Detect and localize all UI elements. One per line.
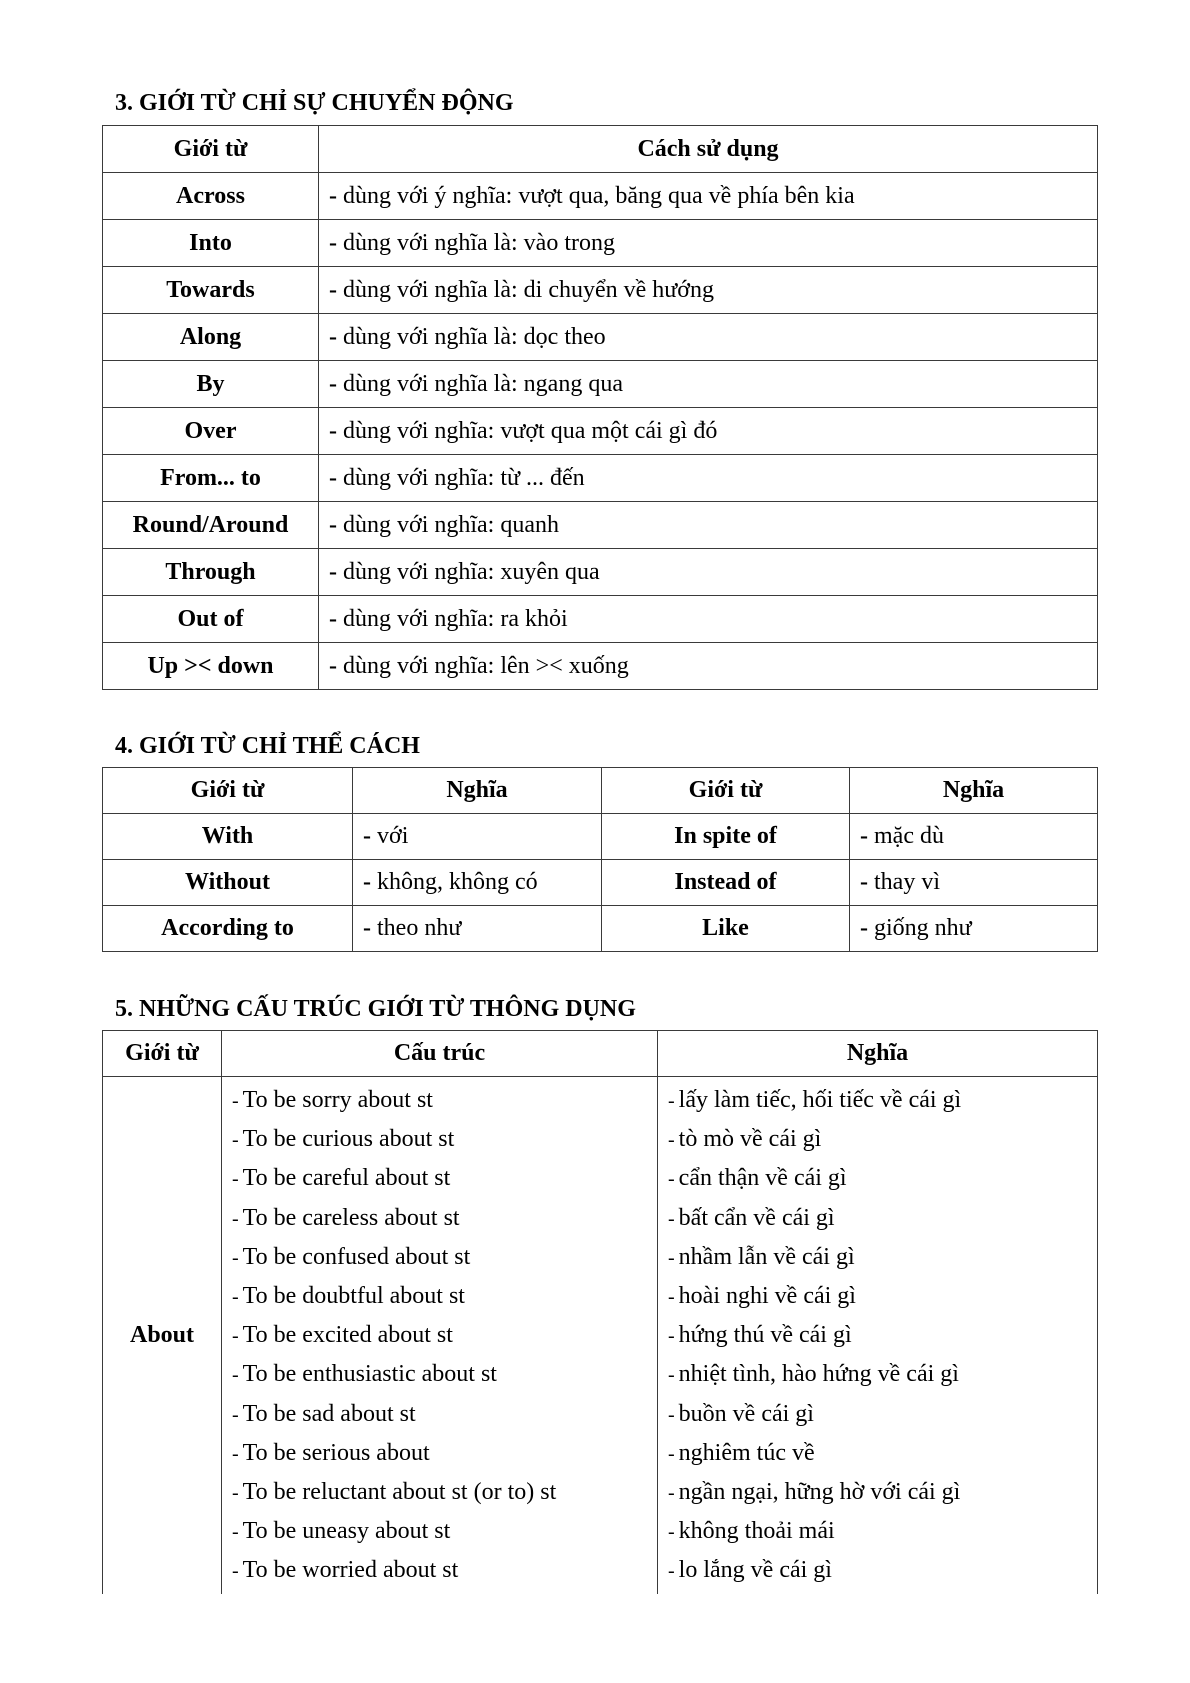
table-row — [103, 643, 1098, 690]
table-row — [103, 314, 1098, 361]
table-row — [103, 860, 1098, 906]
meaning-item: - không thoải mái — [668, 1518, 835, 1545]
table-row — [103, 408, 1098, 455]
prep-cell: Along — [103, 314, 319, 361]
usage-cell: - dùng với nghĩa là: vào trong — [319, 220, 1098, 267]
meaning-cell: - theo như — [353, 906, 602, 952]
meaning-text: không, không có — [377, 869, 538, 895]
meaning-text: thay vì — [874, 869, 940, 895]
meaning-item: - lo lắng về cái gì — [668, 1557, 832, 1584]
table-row — [103, 267, 1098, 314]
structure-item: - To be curious about st — [232, 1126, 455, 1153]
table-header-row — [103, 1031, 1098, 1077]
prep-cell: Through — [103, 549, 319, 596]
meaning-item: - nhầm lẫn về cái gì — [668, 1243, 855, 1270]
structure-item: - To be uneasy about st — [232, 1518, 451, 1545]
prep-cell: With — [103, 814, 353, 860]
table-row — [103, 596, 1098, 643]
meaning-item: - cẩn thận về cái gì — [668, 1165, 847, 1192]
prep-cell: Across — [103, 173, 319, 220]
usage-cell: - dùng với nghĩa là: ngang qua — [319, 361, 1098, 408]
header-prep-1: Giới từ — [103, 768, 353, 814]
prep-cell: By — [103, 361, 319, 408]
movement-prepositions-table — [102, 125, 1098, 690]
table-header-row — [103, 126, 1098, 173]
usage-text: dùng với nghĩa: ra khỏi — [343, 605, 568, 632]
header-prep-2: Giới từ — [602, 768, 850, 814]
prep-cell: Round/Around — [103, 502, 319, 549]
structure-item: - To be worried about st — [232, 1557, 459, 1584]
usage-text: dùng với nghĩa là: dọc theo — [343, 323, 606, 350]
usage-text: dùng với ý nghĩa: vượt qua, băng qua về phía bên kia — [343, 182, 855, 209]
meaning-list — [658, 1077, 1098, 1594]
usage-text: dùng với nghĩa là: di chuyển về hướng — [343, 276, 714, 303]
table-row — [103, 220, 1098, 267]
prep-cell: Like — [602, 906, 850, 952]
meaning-item: - bất cẩn về cái gì — [668, 1204, 835, 1231]
prep-cell: About — [103, 1077, 222, 1594]
usage-cell: - dùng với nghĩa: xuyên qua — [319, 549, 1098, 596]
usage-cell: - dùng với nghĩa: vượt qua một cái gì đó — [319, 408, 1098, 455]
usage-text: dùng với nghĩa: từ ... đến — [343, 464, 585, 491]
usage-text: dùng với nghĩa là: vào trong — [343, 229, 615, 256]
structure-item: - To be doubtful about st — [232, 1282, 465, 1309]
meaning-item: - ngần ngại, hững hờ với cái gì — [668, 1478, 961, 1505]
prep-cell: Up >< down — [103, 643, 319, 690]
meaning-cell: - không, không có — [353, 860, 602, 906]
prep-cell: In spite of — [602, 814, 850, 860]
manner-prepositions-table — [102, 767, 1098, 952]
header-usage: Cách sử dụng — [319, 126, 1098, 173]
structure-item: - To be confused about st — [232, 1243, 471, 1270]
meaning-cell: - thay vì — [850, 860, 1098, 906]
table-row — [103, 1077, 1098, 1594]
common-structures-table — [102, 1030, 1098, 1594]
structure-item: - To be careful about st — [232, 1165, 451, 1192]
meaning-text: với — [377, 823, 409, 849]
prep-cell: Instead of — [602, 860, 850, 906]
usage-cell: - dùng với nghĩa là: di chuyển về hướng — [319, 267, 1098, 314]
header-prep: Giới từ — [103, 1031, 222, 1077]
usage-text: dùng với nghĩa là: ngang qua — [343, 370, 623, 397]
usage-text: dùng với nghĩa: quanh — [343, 511, 559, 538]
meaning-item: - buồn về cái gì — [668, 1400, 814, 1427]
usage-cell: - dùng với ý nghĩa: vượt qua, băng qua về phía bên kia — [319, 173, 1098, 220]
table-row — [103, 814, 1098, 860]
meaning-item: - tò mò về cái gì — [668, 1126, 822, 1153]
table-row — [103, 502, 1098, 549]
prep-cell: Over — [103, 408, 319, 455]
header-structure: Cấu trúc — [222, 1031, 658, 1077]
header-prep: Giới từ — [103, 126, 319, 173]
structure-list — [222, 1077, 658, 1594]
prep-cell: According to — [103, 906, 353, 952]
meaning-item: - hứng thú về cái gì — [668, 1322, 852, 1349]
usage-text: dùng với nghĩa: lên >< xuống — [343, 652, 629, 679]
table-row — [103, 549, 1098, 596]
usage-text: dùng với nghĩa: xuyên qua — [343, 558, 600, 585]
usage-cell: - dùng với nghĩa: quanh — [319, 502, 1098, 549]
usage-text: dùng với nghĩa: vượt qua một cái gì đó — [343, 417, 718, 444]
structure-item: - To be sad about st — [232, 1400, 416, 1427]
meaning-cell: - mặc dù — [850, 814, 1098, 860]
structure-item: - To be reluctant about st (or to) st — [232, 1478, 557, 1505]
structure-item: - To be serious about — [232, 1439, 430, 1466]
table-header-row — [103, 768, 1098, 814]
prep-cell: Out of — [103, 596, 319, 643]
table-row — [103, 455, 1098, 502]
usage-cell: - dùng với nghĩa: ra khỏi — [319, 596, 1098, 643]
prep-cell: Into — [103, 220, 319, 267]
meaning-item: - hoài nghi về cái gì — [668, 1282, 856, 1309]
table-row — [103, 173, 1098, 220]
meaning-text: mặc dù — [874, 823, 944, 849]
prep-cell: From... to — [103, 455, 319, 502]
header-meaning: Nghĩa — [658, 1031, 1098, 1077]
table-row — [103, 906, 1098, 952]
meaning-cell: - giống như — [850, 906, 1098, 952]
header-meaning-1: Nghĩa — [353, 768, 602, 814]
table-row — [103, 361, 1098, 408]
usage-cell: - dùng với nghĩa: lên >< xuống — [319, 643, 1098, 690]
section-5-title: 5. NHỮNG CẤU TRÚC GIỚI TỪ THÔNG DỤNG — [115, 996, 636, 1022]
meaning-item: - lấy làm tiếc, hối tiếc về cái gì — [668, 1087, 962, 1113]
structure-item: - To be careless about st — [232, 1204, 460, 1231]
structure-item: - To be sorry about st — [232, 1087, 433, 1113]
section-4-title: 4. GIỚI TỪ CHỈ THỂ CÁCH — [115, 733, 420, 759]
structure-item: - To be excited about st — [232, 1322, 453, 1349]
header-meaning-2: Nghĩa — [850, 768, 1098, 814]
meaning-item: - nghiêm túc về — [668, 1439, 815, 1466]
usage-cell: - dùng với nghĩa là: dọc theo — [319, 314, 1098, 361]
meaning-item: - nhiệt tình, hào hứng về cái gì — [668, 1361, 959, 1388]
section-3-title: 3. GIỚI TỪ CHỈ SỰ CHUYỂN ĐỘNG — [115, 90, 514, 116]
prep-cell: Towards — [103, 267, 319, 314]
meaning-cell: - với — [353, 814, 602, 860]
usage-cell: - dùng với nghĩa: từ ... đến — [319, 455, 1098, 502]
prep-cell: Without — [103, 860, 353, 906]
meaning-text: giống như — [874, 915, 972, 941]
meaning-text: theo như — [377, 915, 462, 941]
structure-item: - To be enthusiastic about st — [232, 1361, 497, 1388]
